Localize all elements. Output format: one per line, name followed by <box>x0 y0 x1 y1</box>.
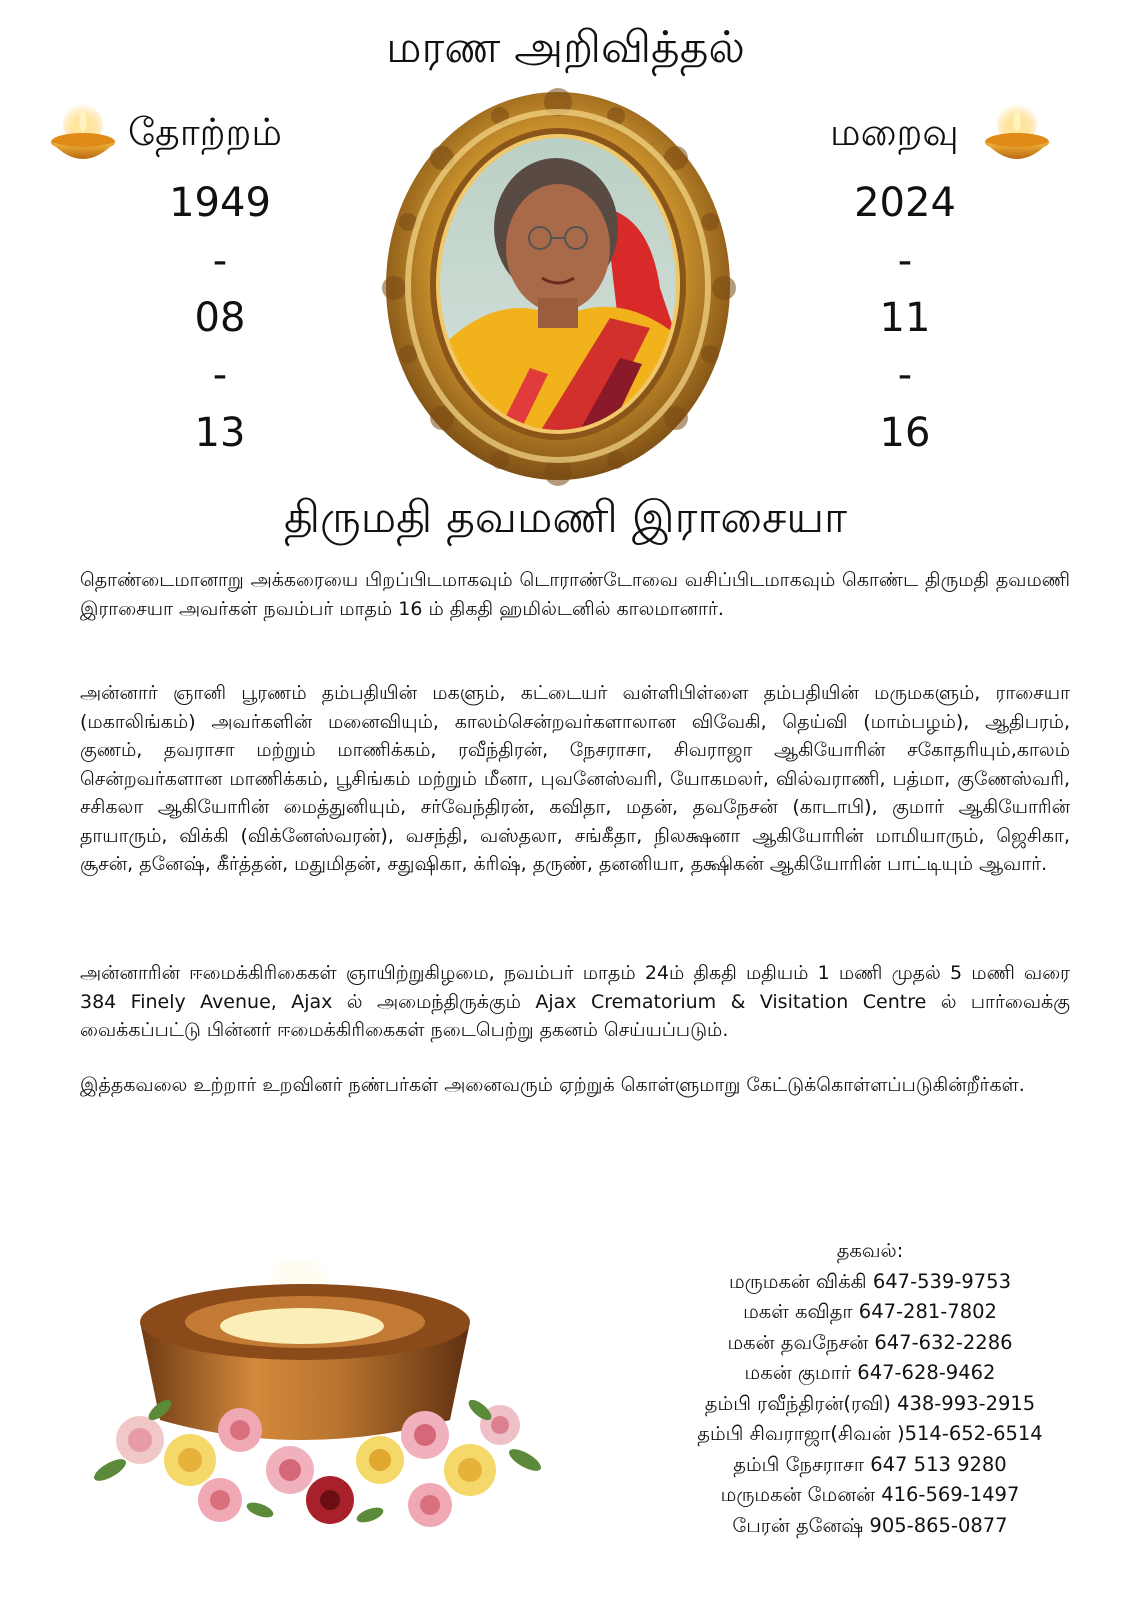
candle-flowers-illustration <box>80 1260 550 1560</box>
contact-line: பேரன் தனேஷ் 905-865-0877 <box>732 1513 1008 1537</box>
contact-line: மகன் தவநேசன் 647-632-2286 <box>727 1330 1013 1354</box>
paragraph-intro: தொண்டைமானாறு அக்கரையை பிறப்பிடமாகவும் டொராண்டோவை வசிப்பிடமாகவும் கொண்ட திருமதி தவமணி இராசையா அவர்கள் நவம்பர் மாதம் 16 ம் திகதி ஹமில்டனில் காலமானார். <box>80 569 1070 620</box>
contact-line: தம்பி நேசராசா 647 513 9280 <box>733 1452 1007 1476</box>
birth-month: 08 <box>194 295 246 341</box>
birth-label: தோற்றம் <box>128 110 282 154</box>
birth-year: 1949 <box>169 180 271 226</box>
framed-portrait <box>380 88 740 488</box>
contact-heading: தகவல்: <box>836 1239 904 1262</box>
contact-line: மகன் குமார் 647-628-9462 <box>744 1361 996 1384</box>
birth-day: 13 <box>194 410 246 456</box>
paragraph-request: இத்தகவலை உற்றார் உறவினர் நண்பர்கள் அனைவரும் ஏற்றுக் கொள்ளுமாறு கேட்டுக்கொள்ளப்படுகின்றீர்கள். <box>80 1074 1025 1096</box>
contact-list <box>660 1236 1080 1541</box>
death-year: 2024 <box>854 180 956 226</box>
contact-line: மருமகன் மேனன் 416-569-1497 <box>720 1483 1020 1506</box>
birth-sep-1: - <box>212 238 228 284</box>
paragraph-funeral: அன்னாரின் ஈமைக்கிரிகைகள் ஞாயிற்றுகிழமை, நவம்பர் மாதம் 24ம் திகதி மதியம் 1 மணி முதல் 5 மணி வரை 384 Finely Avenue, Ajax ல் அமைந்திருக்கும் Ajax Crematorium & Visitation Centre ல் பார்வைக்கு வைக்கப்பட்டு பின்னர் ஈமைக்கிரிகைகள் நடைபெற்று தகனம் செய்யப்படும். <box>80 962 1071 1041</box>
contact-line: மகள் கவிதா 647-281-7802 <box>743 1300 997 1323</box>
contact-line: தம்பி ரவீந்திரன்(ரவி) 438-993-2915 <box>704 1391 1036 1415</box>
page-title: மரண அறிவித்தல் <box>386 22 745 73</box>
contact-line: மருமகன் விக்கி 647-539-9753 <box>728 1269 1011 1293</box>
death-sep-2: - <box>897 352 913 398</box>
death-day: 16 <box>879 410 931 456</box>
oil-lamp-icon-right <box>982 102 1052 172</box>
birth-sep-2: - <box>212 352 228 398</box>
death-month: 11 <box>879 295 931 341</box>
death-label: மறைவு <box>830 110 959 154</box>
deceased-name: திருமதி தவமணி இராசையா <box>283 492 848 543</box>
contact-line: தம்பி சிவராஜா(சிவன் )514-652-6514 <box>697 1422 1043 1445</box>
paragraph-family: அன்னார் ஞானி பூரணம் தம்பதியின் மகளும், கட்டையர் வள்ளிபிள்ளை தம்பதியின் மருமகளும், ராசையா (மகாலிங்கம்) அவர்களின் மனைவியும், காலம்சென்றவர்களாலான விவேகி, தெய்வி (மாம்பழம்), ஆதிபரம், குணம், தவராசா மற்றும் மாணிக்கம், ரவீந்திரன், நேசராசா, சிவராஜா ஆகியோரின் சகோதரியும்,காலம் சென்றவர்களான மாணிக்கம், பூசிங்கம் மற்றும் மீனா, புவனேஸ்வரி, யோகமலர், வில்வராணி, பத்மா, குணேஸ்வரி, சசிகலா ஆகியோரின் மைத்துனியும், சர்வேந்திரன், கவிதா, மதன், தவநேசன் (காடாபி), குமார் ஆகியோரின் தாயாரும், விக்கி (விக்னேஸ்வரன்), வசந்தி, வஸ்தலா, சங்கீதா, நிலக்ஷனா ஆகியோரின் மாமியாரும், ஜெசிகா, சூசன், தனேஷ், கீர்த்தன், மதுமிதன், சதுஷிகா, க்ரிஷ், தருண், தனனியா, தக்ஷிகன் ஆகியோரின் பாட்டியும் ஆவார். <box>80 682 1070 875</box>
oil-lamp-icon-left <box>48 102 118 172</box>
death-sep-1: - <box>897 238 913 284</box>
